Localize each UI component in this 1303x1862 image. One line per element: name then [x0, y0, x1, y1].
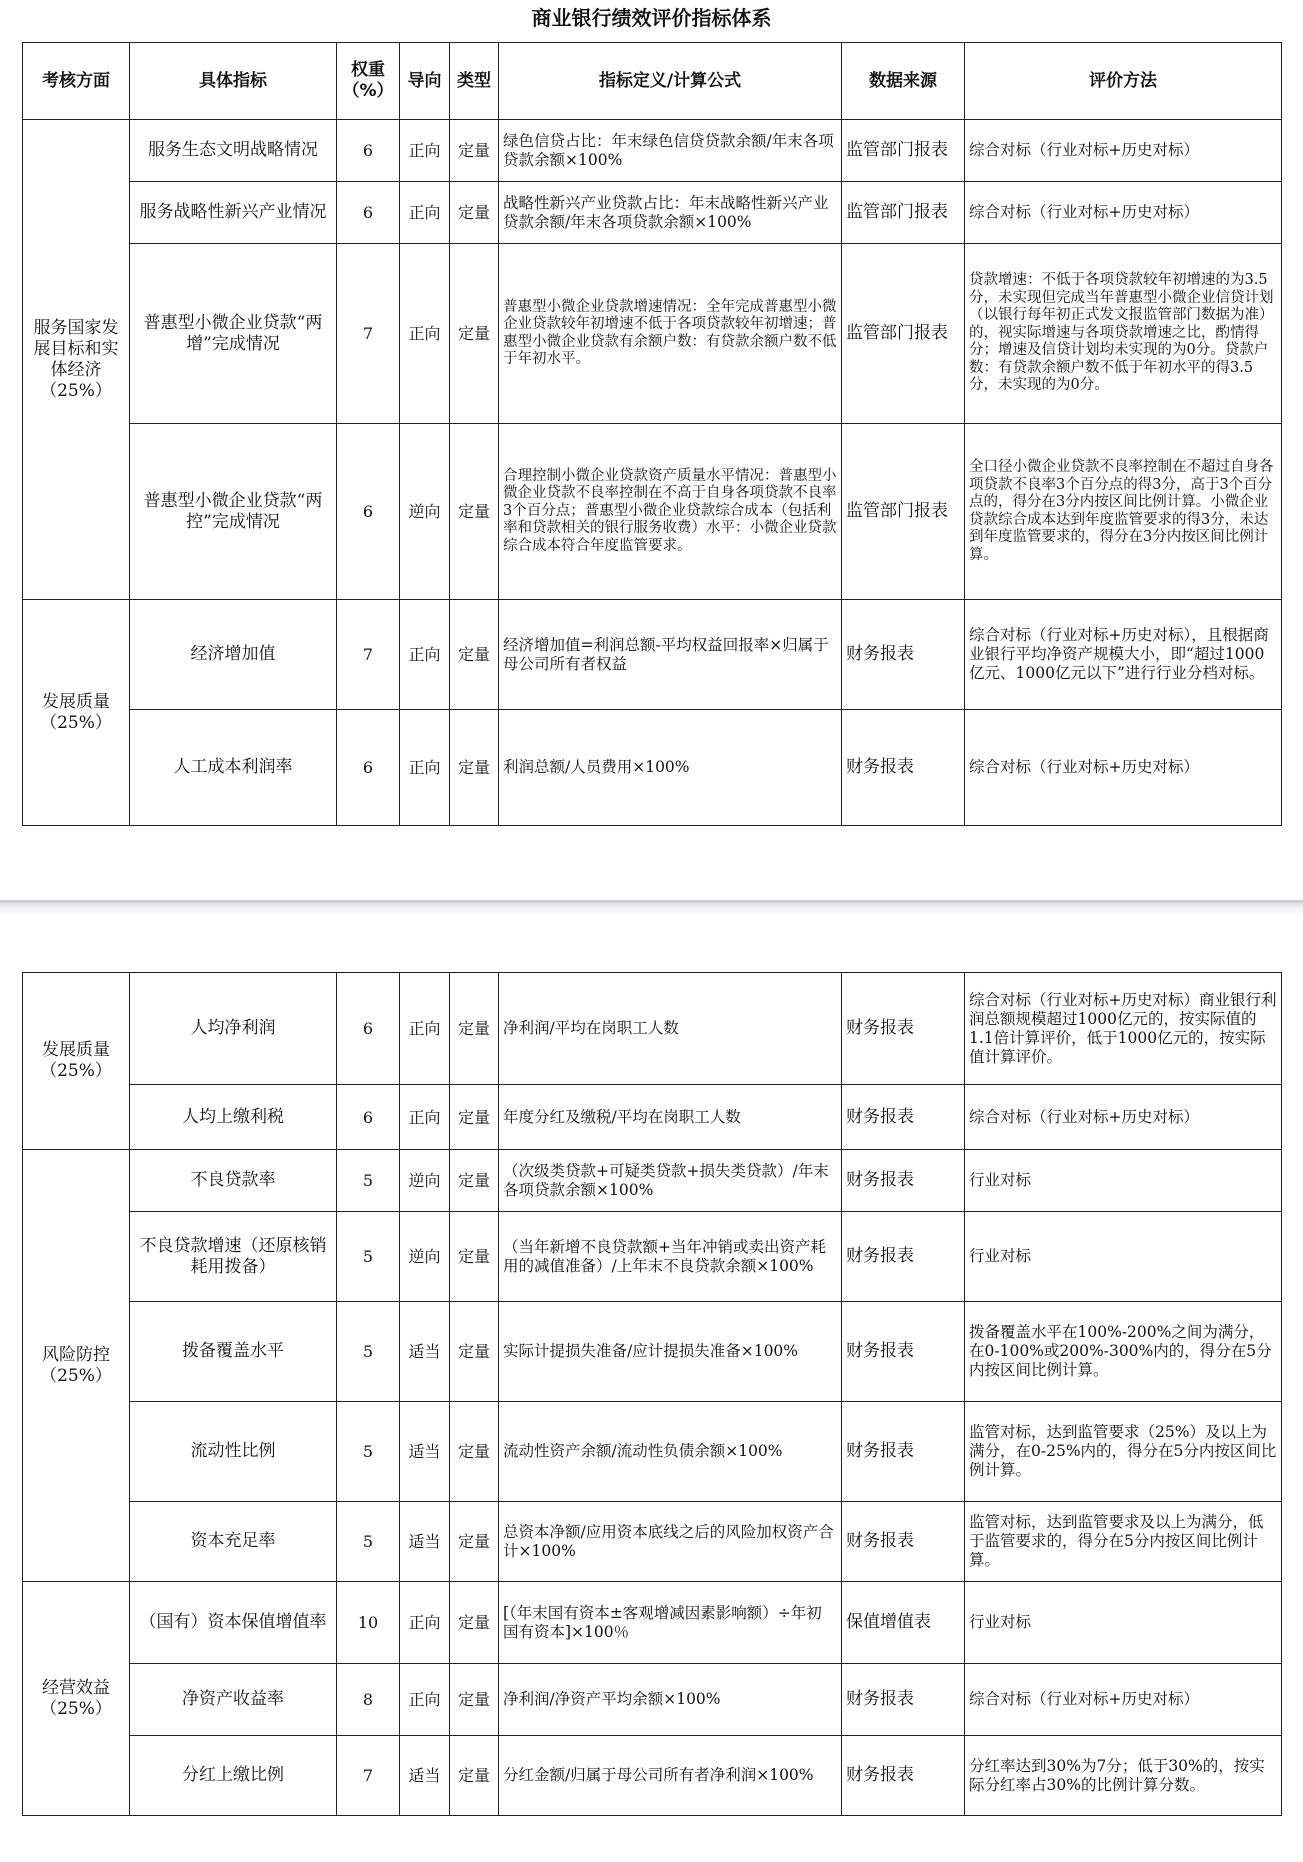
- definition-cell: 净利润/净资产平均余额×100%: [499, 1664, 842, 1736]
- method-cell: 综合对标（行业对标+历史对标）: [965, 710, 1282, 826]
- direction-cell: 正向: [400, 1582, 450, 1664]
- type-cell: 定量: [450, 120, 499, 182]
- weight-cell: 7: [337, 600, 400, 710]
- table-row: [23, 1150, 1282, 1212]
- definition-cell: 净利润/平均在岗职工人数: [499, 973, 842, 1085]
- source-cell: 财务报表: [842, 1736, 965, 1816]
- indicator-cell: 净资产收益率: [130, 1664, 337, 1736]
- header-indicator: 具体指标: [130, 43, 337, 120]
- weight-cell: 5: [337, 1150, 400, 1212]
- direction-cell: 正向: [400, 1085, 450, 1150]
- method-cell: 综合对标（行业对标+历史对标）商业银行利润总额规模超过1000亿元的，按实际值的1.1倍计算评价，低于1000亿元的，按实际值计算评价。: [965, 973, 1282, 1085]
- direction-cell: 正向: [400, 182, 450, 244]
- table-row: [23, 973, 1282, 1085]
- type-cell: 定量: [450, 1302, 499, 1402]
- table-row: [23, 1302, 1282, 1402]
- indicator-cell: 普惠型小微企业贷款“两增”完成情况: [130, 244, 337, 424]
- source-cell: 财务报表: [842, 1212, 965, 1302]
- header-definition: 指标定义/计算公式: [499, 43, 842, 120]
- direction-cell: 正向: [400, 120, 450, 182]
- page-separator: [0, 902, 1303, 916]
- table-row: [23, 710, 1282, 826]
- definition-cell: 流动性资产余额/流动性负债余额×100%: [499, 1402, 842, 1502]
- direction-cell: 逆向: [400, 1212, 450, 1302]
- type-cell: 定量: [450, 1150, 499, 1212]
- direction-cell: 正向: [400, 244, 450, 424]
- table-row: [23, 1212, 1282, 1302]
- header-direction: 导向: [400, 43, 450, 120]
- definition-cell: 绿色信贷占比：年末绿色信贷贷款余额/年末各项贷款余额×100%: [499, 120, 842, 182]
- method-cell: 全口径小微企业贷款不良率控制在不超过自身各项贷款不良率3个百分点的得3分，高于3个百分点的，得分在3分内按区间比例计算。小微企业贷款综合成本达到年度监管要求的得3分，未达到年度监管要求的，得分在3分内按区间比例计算。: [965, 424, 1282, 600]
- table-row: [23, 1582, 1282, 1664]
- source-cell: 财务报表: [842, 1302, 965, 1402]
- header-weight: 权重（%）: [337, 43, 400, 120]
- method-cell: 贷款增速：不低于各项贷款较年初增速的为3.5分，未实现但完成当年普惠型小微企业信贷计划（以银行每年初正式发文报监管部门数据为准）的，视实际增速与各项贷款增速之比，酌情得分；增速及信贷计划均未实现的为0分。贷款户数：有贷款余额户数不低于年初水平的得3.5分，未实现的为0分。: [965, 244, 1282, 424]
- definition-cell: 合理控制小微企业贷款资产质量水平情况：普惠型小微企业贷款不良率控制在不高于自身各项贷款不良率3个百分点；普惠型小微企业贷款综合成本（包括利率和贷款相关的银行服务收费）水平：小微企业贷款综合成本符合年度监管要求。: [499, 424, 842, 600]
- header-row: [23, 43, 1282, 120]
- table-row: [23, 600, 1282, 710]
- table-row: [23, 1085, 1282, 1150]
- type-cell: 定量: [450, 1736, 499, 1816]
- type-cell: 定量: [450, 600, 499, 710]
- table-row: [23, 1402, 1282, 1502]
- direction-cell: 适当: [400, 1736, 450, 1816]
- weight-cell: 7: [337, 244, 400, 424]
- header-source: 数据来源: [842, 43, 965, 120]
- method-cell: 综合对标（行业对标+历史对标）: [965, 120, 1282, 182]
- direction-cell: 逆向: [400, 1150, 450, 1212]
- header-type: 类型: [450, 43, 499, 120]
- direction-cell: 正向: [400, 600, 450, 710]
- indicator-cell: 拨备覆盖水平: [130, 1302, 337, 1402]
- source-cell: 保值增值表: [842, 1582, 965, 1664]
- indicator-cell: 服务生态文明战略情况: [130, 120, 337, 182]
- indicator-cell: （国有）资本保值增值率: [130, 1582, 337, 1664]
- source-cell: 财务报表: [842, 1150, 965, 1212]
- type-cell: 定量: [450, 1212, 499, 1302]
- definition-cell: 分红金额/归属于母公司所有者净利润×100%: [499, 1736, 842, 1816]
- document-title: 商业银行绩效评价指标体系: [531, 6, 772, 30]
- type-cell: 定量: [450, 1502, 499, 1582]
- aspect-cell: 服务国家发展目标和实体经济（25%）: [23, 120, 130, 600]
- definition-cell: （当年新增不良贷款额+当年冲销或卖出资产耗用的减值准备）/上年末不良贷款余额×100%: [499, 1212, 842, 1302]
- method-cell: 监管对标，达到监管要求及以上为满分，低于监管要求的，得分在5分内按区间比例计算。: [965, 1502, 1282, 1582]
- source-cell: 监管部门报表: [842, 182, 965, 244]
- weight-cell: 6: [337, 182, 400, 244]
- type-cell: 定量: [450, 182, 499, 244]
- source-cell: 财务报表: [842, 1502, 965, 1582]
- definition-cell: 经济增加值=利润总额-平均权益回报率×归属于母公司所有者权益: [499, 600, 842, 710]
- definition-cell: 年度分红及缴税/平均在岗职工人数: [499, 1085, 842, 1150]
- source-cell: 监管部门报表: [842, 424, 965, 600]
- weight-cell: 5: [337, 1402, 400, 1502]
- definition-cell: 总资本净额/应用资本底线之后的风险加权资产合计×100%: [499, 1502, 842, 1582]
- type-cell: 定量: [450, 973, 499, 1085]
- aspect-cell: 风险防控（25%）: [23, 1150, 130, 1582]
- table-row: [23, 1664, 1282, 1736]
- table-row: [23, 182, 1282, 244]
- weight-cell: 6: [337, 973, 400, 1085]
- weight-cell: 6: [337, 424, 400, 600]
- source-cell: 财务报表: [842, 600, 965, 710]
- indicator-cell: 人工成本利润率: [130, 710, 337, 826]
- definition-cell: 普惠型小微企业贷款增速情况：全年完成普惠型小微企业贷款较年初增速不低于各项贷款较年初增速；普惠型小微企业贷款有余额户数：有贷款余额户数不低于年初水平。: [499, 244, 842, 424]
- indicator-cell: 不良贷款增速（还原核销耗用拨备）: [130, 1212, 337, 1302]
- definition-cell: [（年末国有资本±客观增减因素影响额）÷年初国有资本]×100％: [499, 1582, 842, 1664]
- weight-cell: 7: [337, 1736, 400, 1816]
- direction-cell: 逆向: [400, 424, 450, 600]
- source-cell: 财务报表: [842, 1402, 965, 1502]
- indicator-cell: 流动性比例: [130, 1402, 337, 1502]
- method-cell: 行业对标: [965, 1150, 1282, 1212]
- method-cell: 拨备覆盖水平在100%-200%之间为满分，在0-100%或200%-300%内的，得分在5分内按区间比例计算。: [965, 1302, 1282, 1402]
- header-aspect: 考核方面: [23, 43, 130, 120]
- table-row: [23, 1736, 1282, 1816]
- type-cell: 定量: [450, 1582, 499, 1664]
- indicator-cell: 经济增加值: [130, 600, 337, 710]
- indicator-cell: 普惠型小微企业贷款“两控”完成情况: [130, 424, 337, 600]
- method-cell: 行业对标: [965, 1212, 1282, 1302]
- direction-cell: 适当: [400, 1402, 450, 1502]
- definition-cell: （次级类贷款+可疑类贷款+损失类贷款）/年末各项贷款余额×100%: [499, 1150, 842, 1212]
- type-cell: 定量: [450, 1085, 499, 1150]
- method-cell: 监管对标，达到监管要求（25%）及以上为满分，在0-25%内的，得分在5分内按区间比例计算。: [965, 1402, 1282, 1502]
- header-method: 评价方法: [965, 43, 1282, 120]
- aspect-cell: 发展质量（25%）: [23, 973, 130, 1150]
- weight-cell: 6: [337, 710, 400, 826]
- aspect-cell: 经营效益（25%）: [23, 1582, 130, 1816]
- indicator-cell: 分红上缴比例: [130, 1736, 337, 1816]
- indicator-cell: 服务战略性新兴产业情况: [130, 182, 337, 244]
- direction-cell: 正向: [400, 973, 450, 1085]
- weight-cell: 8: [337, 1664, 400, 1736]
- source-cell: 监管部门报表: [842, 120, 965, 182]
- method-cell: 综合对标（行业对标+历史对标）: [965, 1085, 1282, 1150]
- indicator-table-page-2: [22, 972, 1282, 1816]
- weight-cell: 10: [337, 1582, 400, 1664]
- indicator-cell: 不良贷款率: [130, 1150, 337, 1212]
- type-cell: 定量: [450, 1664, 499, 1736]
- definition-cell: 利润总额/人员费用×100%: [499, 710, 842, 826]
- weight-cell: 6: [337, 1085, 400, 1150]
- indicator-cell: 人均净利润: [130, 973, 337, 1085]
- source-cell: 监管部门报表: [842, 244, 965, 424]
- aspect-cell: 发展质量（25%）: [23, 600, 130, 826]
- method-cell: 综合对标（行业对标+历史对标），且根据商业银行平均净资产规模大小，即“超过1000亿元、1000亿元以下”进行行业分档对标。: [965, 600, 1282, 710]
- method-cell: 分红率达到30%为7分；低于30%的，按实际分红率占30%的比例计算分数。: [965, 1736, 1282, 1816]
- weight-cell: 5: [337, 1502, 400, 1582]
- source-cell: 财务报表: [842, 1085, 965, 1150]
- direction-cell: 正向: [400, 1664, 450, 1736]
- method-cell: 综合对标（行业对标+历史对标）: [965, 182, 1282, 244]
- type-cell: 定量: [450, 1402, 499, 1502]
- type-cell: 定量: [450, 424, 499, 600]
- weight-cell: 5: [337, 1212, 400, 1302]
- indicator-cell: 人均上缴利税: [130, 1085, 337, 1150]
- method-cell: 综合对标（行业对标+历史对标）: [965, 1664, 1282, 1736]
- definition-cell: 实际计提损失准备/应计提损失准备×100%: [499, 1302, 842, 1402]
- table-row: [23, 1502, 1282, 1582]
- direction-cell: 正向: [400, 710, 450, 826]
- weight-cell: 5: [337, 1302, 400, 1402]
- direction-cell: 适当: [400, 1502, 450, 1582]
- table-row: [23, 244, 1282, 424]
- type-cell: 定量: [450, 244, 499, 424]
- source-cell: 财务报表: [842, 973, 965, 1085]
- table-row: [23, 120, 1282, 182]
- direction-cell: 适当: [400, 1302, 450, 1402]
- indicator-cell: 资本充足率: [130, 1502, 337, 1582]
- definition-cell: 战略性新兴产业贷款占比：年末战略性新兴产业贷款余额/年末各项贷款余额×100%: [499, 182, 842, 244]
- indicator-table-page-1: [22, 42, 1282, 826]
- type-cell: 定量: [450, 710, 499, 826]
- weight-cell: 6: [337, 120, 400, 182]
- source-cell: 财务报表: [842, 1664, 965, 1736]
- method-cell: 行业对标: [965, 1582, 1282, 1664]
- source-cell: 财务报表: [842, 710, 965, 826]
- table-row: [23, 424, 1282, 600]
